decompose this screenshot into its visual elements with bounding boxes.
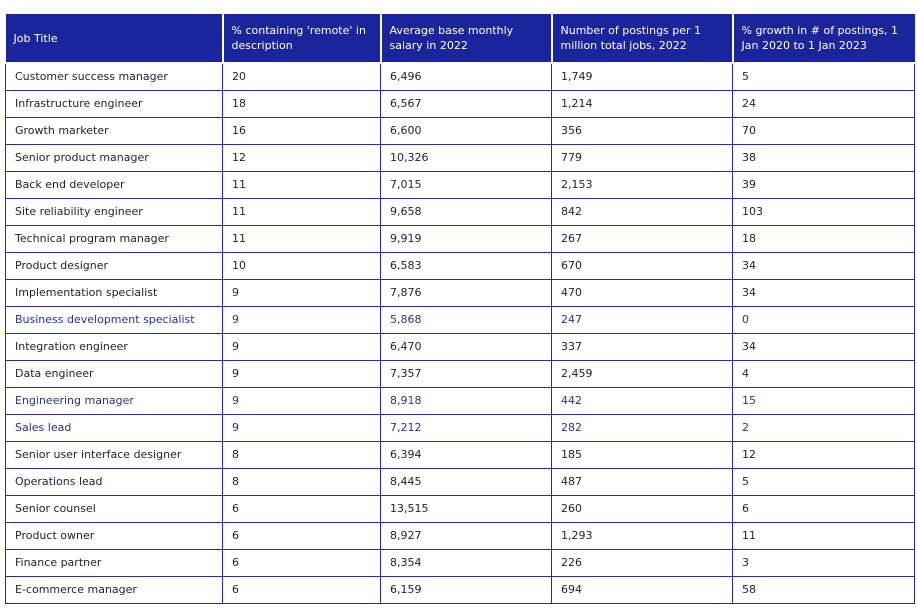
remote-percent-cell: 6 — [223, 549, 381, 576]
remote-percent-cell: 9 — [223, 306, 381, 333]
remote-percent-cell: 11 — [223, 225, 381, 252]
postings-cell: 356 — [552, 117, 733, 144]
remote-percent-cell: 11 — [223, 171, 381, 198]
job-title-cell: Site reliability engineer — [6, 198, 223, 225]
salary-cell: 9,919 — [381, 225, 552, 252]
salary-cell: 6,496 — [381, 63, 552, 90]
remote-percent-cell: 12 — [223, 144, 381, 171]
job-postings-table — [5, 14, 915, 604]
table-row — [6, 522, 915, 549]
remote-percent-cell: 9 — [223, 360, 381, 387]
remote-percent-cell: 9 — [223, 279, 381, 306]
remote-percent-cell: 9 — [223, 414, 381, 441]
header-remote-percent: % containing 'remote' in description — [223, 14, 381, 63]
job-title-cell: Senior counsel — [6, 495, 223, 522]
job-title-cell: Business development specialist — [6, 306, 223, 333]
remote-percent-cell: 20 — [223, 63, 381, 90]
remote-percent-cell: 9 — [223, 333, 381, 360]
growth-cell: 11 — [733, 522, 915, 549]
job-title-cell: Implementation specialist — [6, 279, 223, 306]
job-title-cell: Data engineer — [6, 360, 223, 387]
table-row — [6, 171, 915, 198]
growth-cell: 5 — [733, 63, 915, 90]
growth-cell: 34 — [733, 252, 915, 279]
job-title-cell: Sales lead — [6, 414, 223, 441]
salary-cell: 6,583 — [381, 252, 552, 279]
postings-cell: 337 — [552, 333, 733, 360]
table-row — [6, 549, 915, 576]
remote-percent-cell: 9 — [223, 387, 381, 414]
postings-cell: 1,749 — [552, 63, 733, 90]
table-row — [6, 198, 915, 225]
job-title-cell: Integration engineer — [6, 333, 223, 360]
salary-cell: 6,567 — [381, 90, 552, 117]
growth-cell: 34 — [733, 279, 915, 306]
header-postings-growth: % growth in # of postings, 1 Jan 2020 to 1 Jan 2023 — [733, 14, 915, 63]
remote-percent-cell: 6 — [223, 522, 381, 549]
growth-cell: 38 — [733, 144, 915, 171]
postings-cell: 842 — [552, 198, 733, 225]
header-row — [6, 14, 915, 63]
postings-cell: 2,153 — [552, 171, 733, 198]
remote-percent-cell: 10 — [223, 252, 381, 279]
postings-cell: 260 — [552, 495, 733, 522]
remote-percent-cell: 6 — [223, 576, 381, 603]
table-row — [6, 441, 915, 468]
postings-cell: 282 — [552, 414, 733, 441]
salary-cell: 5,868 — [381, 306, 552, 333]
salary-cell: 8,927 — [381, 522, 552, 549]
salary-cell: 6,470 — [381, 333, 552, 360]
table-row — [6, 63, 915, 90]
header-average-salary: Average base monthly salary in 2022 — [381, 14, 552, 63]
table-row — [6, 468, 915, 495]
postings-cell: 470 — [552, 279, 733, 306]
postings-cell: 487 — [552, 468, 733, 495]
postings-cell: 247 — [552, 306, 733, 333]
table-row — [6, 117, 915, 144]
table-row — [6, 90, 915, 117]
postings-cell: 185 — [552, 441, 733, 468]
job-title-cell: Back end developer — [6, 171, 223, 198]
table-row — [6, 333, 915, 360]
salary-cell: 8,354 — [381, 549, 552, 576]
job-title-cell: Operations lead — [6, 468, 223, 495]
salary-cell: 6,600 — [381, 117, 552, 144]
growth-cell: 2 — [733, 414, 915, 441]
job-title-cell: Customer success manager — [6, 63, 223, 90]
growth-cell: 6 — [733, 495, 915, 522]
postings-cell: 670 — [552, 252, 733, 279]
postings-cell: 267 — [552, 225, 733, 252]
job-title-cell: Finance partner — [6, 549, 223, 576]
header-job-title: Job Title — [6, 14, 223, 63]
table-header — [6, 14, 915, 63]
postings-cell: 779 — [552, 144, 733, 171]
growth-cell: 39 — [733, 171, 915, 198]
table-row — [6, 225, 915, 252]
job-title-cell: Engineering manager — [6, 387, 223, 414]
growth-cell: 5 — [733, 468, 915, 495]
salary-cell: 7,212 — [381, 414, 552, 441]
salary-cell: 9,658 — [381, 198, 552, 225]
growth-cell: 34 — [733, 333, 915, 360]
salary-cell: 7,876 — [381, 279, 552, 306]
growth-cell: 58 — [733, 576, 915, 603]
table-row — [6, 576, 915, 603]
table-row — [6, 144, 915, 171]
growth-cell: 24 — [733, 90, 915, 117]
growth-cell: 3 — [733, 549, 915, 576]
growth-cell: 12 — [733, 441, 915, 468]
table-row — [6, 387, 915, 414]
growth-cell: 0 — [733, 306, 915, 333]
remote-percent-cell: 18 — [223, 90, 381, 117]
job-title-cell: Senior product manager — [6, 144, 223, 171]
postings-cell: 442 — [552, 387, 733, 414]
table-row — [6, 279, 915, 306]
salary-cell: 7,015 — [381, 171, 552, 198]
growth-cell: 70 — [733, 117, 915, 144]
growth-cell: 103 — [733, 198, 915, 225]
salary-cell: 8,445 — [381, 468, 552, 495]
salary-cell: 13,515 — [381, 495, 552, 522]
job-title-cell: Infrastructure engineer — [6, 90, 223, 117]
table-row — [6, 495, 915, 522]
remote-percent-cell: 16 — [223, 117, 381, 144]
remote-percent-cell: 8 — [223, 441, 381, 468]
salary-cell: 7,357 — [381, 360, 552, 387]
job-title-cell: Growth marketer — [6, 117, 223, 144]
job-title-cell: Technical program manager — [6, 225, 223, 252]
postings-cell: 694 — [552, 576, 733, 603]
job-title-cell: E-commerce manager — [6, 576, 223, 603]
table-row — [6, 360, 915, 387]
postings-cell: 1,214 — [552, 90, 733, 117]
header-postings-per-million: Number of postings per 1 million total jobs, 2022 — [552, 14, 733, 63]
postings-cell: 1,293 — [552, 522, 733, 549]
postings-cell: 2,459 — [552, 360, 733, 387]
growth-cell: 18 — [733, 225, 915, 252]
job-title-cell: Senior user interface designer — [6, 441, 223, 468]
salary-cell: 6,394 — [381, 441, 552, 468]
table-row — [6, 306, 915, 333]
table-row — [6, 414, 915, 441]
remote-percent-cell: 8 — [223, 468, 381, 495]
salary-cell: 6,159 — [381, 576, 552, 603]
salary-cell: 8,918 — [381, 387, 552, 414]
remote-percent-cell: 11 — [223, 198, 381, 225]
job-title-cell: Product owner — [6, 522, 223, 549]
salary-cell: 10,326 — [381, 144, 552, 171]
job-postings-table-container — [5, 14, 914, 604]
postings-cell: 226 — [552, 549, 733, 576]
table-row — [6, 252, 915, 279]
growth-cell: 4 — [733, 360, 915, 387]
table-body — [6, 63, 915, 603]
growth-cell: 15 — [733, 387, 915, 414]
remote-percent-cell: 6 — [223, 495, 381, 522]
job-title-cell: Product designer — [6, 252, 223, 279]
